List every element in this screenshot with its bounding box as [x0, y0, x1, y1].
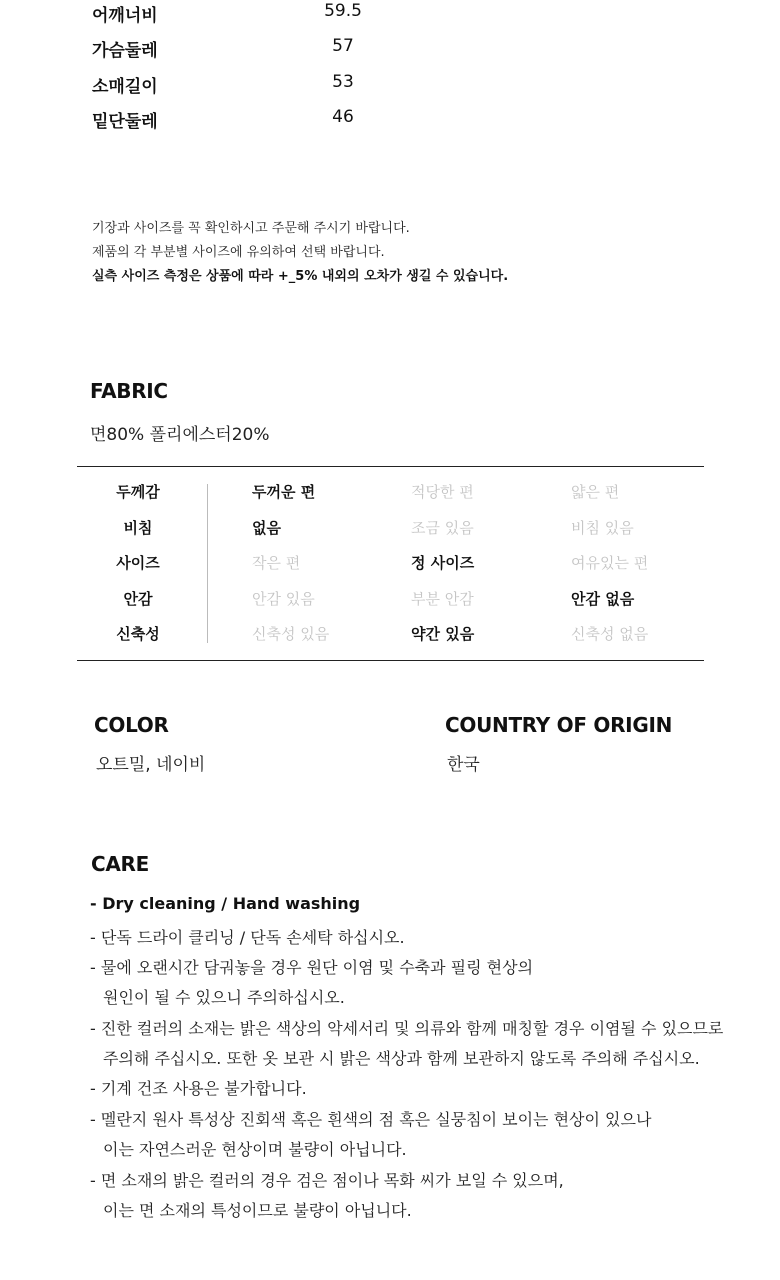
attribute-option: 신축성 있음: [252, 625, 330, 643]
attribute-option-selected: 안감 없음: [571, 590, 635, 608]
size-row: [92, 107, 392, 131]
attribute-name: 사이즈: [116, 554, 160, 572]
size-label: 밑단둘레: [92, 112, 158, 132]
attribute-option-selected: 두꺼운 편: [252, 483, 316, 501]
size-row: [92, 1, 392, 25]
attribute-name: 두께감: [116, 483, 160, 501]
care-line: - 물에 오랜시간 담궈놓을 경우 원단 이염 및 수축과 필링 현상의: [90, 958, 534, 977]
attribute-option: 여유있는 편: [571, 554, 649, 572]
attribute-option: 부분 안감: [411, 590, 474, 608]
notice-line: 기장과 사이즈를 꼭 확인하시고 주문해 주시기 바랍니다.: [92, 221, 410, 236]
attribute-row-size: [77, 552, 704, 576]
attribute-option: 작은 편: [252, 554, 301, 572]
attribute-row-thickness: [77, 481, 704, 505]
attribute-option: 안감 있음: [252, 590, 315, 608]
size-value: 59.5: [324, 1, 362, 21]
attribute-option-selected: 없음: [252, 519, 281, 537]
attribute-row-sheerness: [77, 517, 704, 541]
attribute-option-selected: 약간 있음: [411, 625, 475, 643]
care-title: CARE: [91, 852, 150, 876]
size-row: [92, 36, 392, 60]
care-line: - 기계 건조 사용은 불가합니다.: [90, 1079, 307, 1098]
attribute-row-stretch: [77, 623, 704, 647]
attribute-name: 신축성: [116, 625, 160, 643]
care-line: 이는 자연스러운 현상이며 불량이 아닙니다.: [103, 1140, 407, 1159]
care-line: - 진한 컬러의 소재는 밝은 색상의 악세서리 및 의류와 함께 매칭할 경우 이염될 수 있으므로: [90, 1019, 724, 1038]
size-label: 가슴둘레: [92, 41, 158, 61]
fabric-title: FABRIC: [90, 379, 168, 403]
attribute-option: 조금 있음: [411, 519, 474, 537]
fabric-text: 면80% 폴리에스터20%: [90, 425, 270, 445]
color-title: COLOR: [94, 713, 169, 737]
attributes-bottom-rule: [77, 660, 704, 661]
care-line: 원인이 될 수 있으니 주의하십시오.: [103, 988, 345, 1007]
care-line: 이는 면 소재의 특성이므로 불량이 아닙니다.: [103, 1201, 412, 1220]
care-line: 주의해 주십시오. 또한 옷 보관 시 밝은 색상과 함께 보관하지 않도록 주의해 주십시오.: [103, 1049, 700, 1068]
size-label: 어깨너비: [92, 6, 158, 26]
care-line: - 단독 드라이 클리닝 / 단독 손세탁 하십시오.: [90, 928, 405, 947]
attributes-top-rule: [77, 466, 704, 467]
notice-line-emphasis: 실측 사이즈 측정은 상품에 따라 +_5% 내외의 오차가 생길 수 있습니다.: [92, 269, 509, 284]
attribute-option-selected: 정 사이즈: [411, 554, 475, 572]
origin-title: COUNTRY OF ORIGIN: [445, 713, 673, 737]
color-text: 오트밀, 네이비: [96, 755, 206, 775]
notice-line: 제품의 각 부분별 사이즈에 유의하여 선택 바랍니다.: [92, 245, 385, 260]
attribute-option: 신축성 없음: [571, 625, 649, 643]
attribute-option: 얇은 편: [571, 483, 620, 501]
origin-text: 한국: [447, 755, 480, 775]
attribute-name: 안감: [123, 590, 153, 608]
size-value: 57: [332, 36, 354, 56]
attribute-option: 적당한 편: [411, 483, 474, 501]
attribute-name: 비침: [123, 519, 153, 537]
care-line: - Dry cleaning / Hand washing: [90, 894, 361, 913]
care-line: - 멜란지 원사 특성상 진회색 혹은 흰색의 점 혹은 실뭉침이 보이는 현상이 있으나: [90, 1110, 652, 1129]
size-label: 소매길이: [92, 77, 158, 97]
size-value: 53: [332, 72, 354, 92]
attribute-row-lining: [77, 588, 704, 612]
size-value: 46: [332, 107, 354, 127]
size-row: [92, 72, 392, 96]
care-line: - 면 소재의 밝은 컬러의 경우 검은 점이나 목화 씨가 보일 수 있으며,: [90, 1171, 564, 1190]
attribute-option: 비침 있음: [571, 519, 634, 537]
